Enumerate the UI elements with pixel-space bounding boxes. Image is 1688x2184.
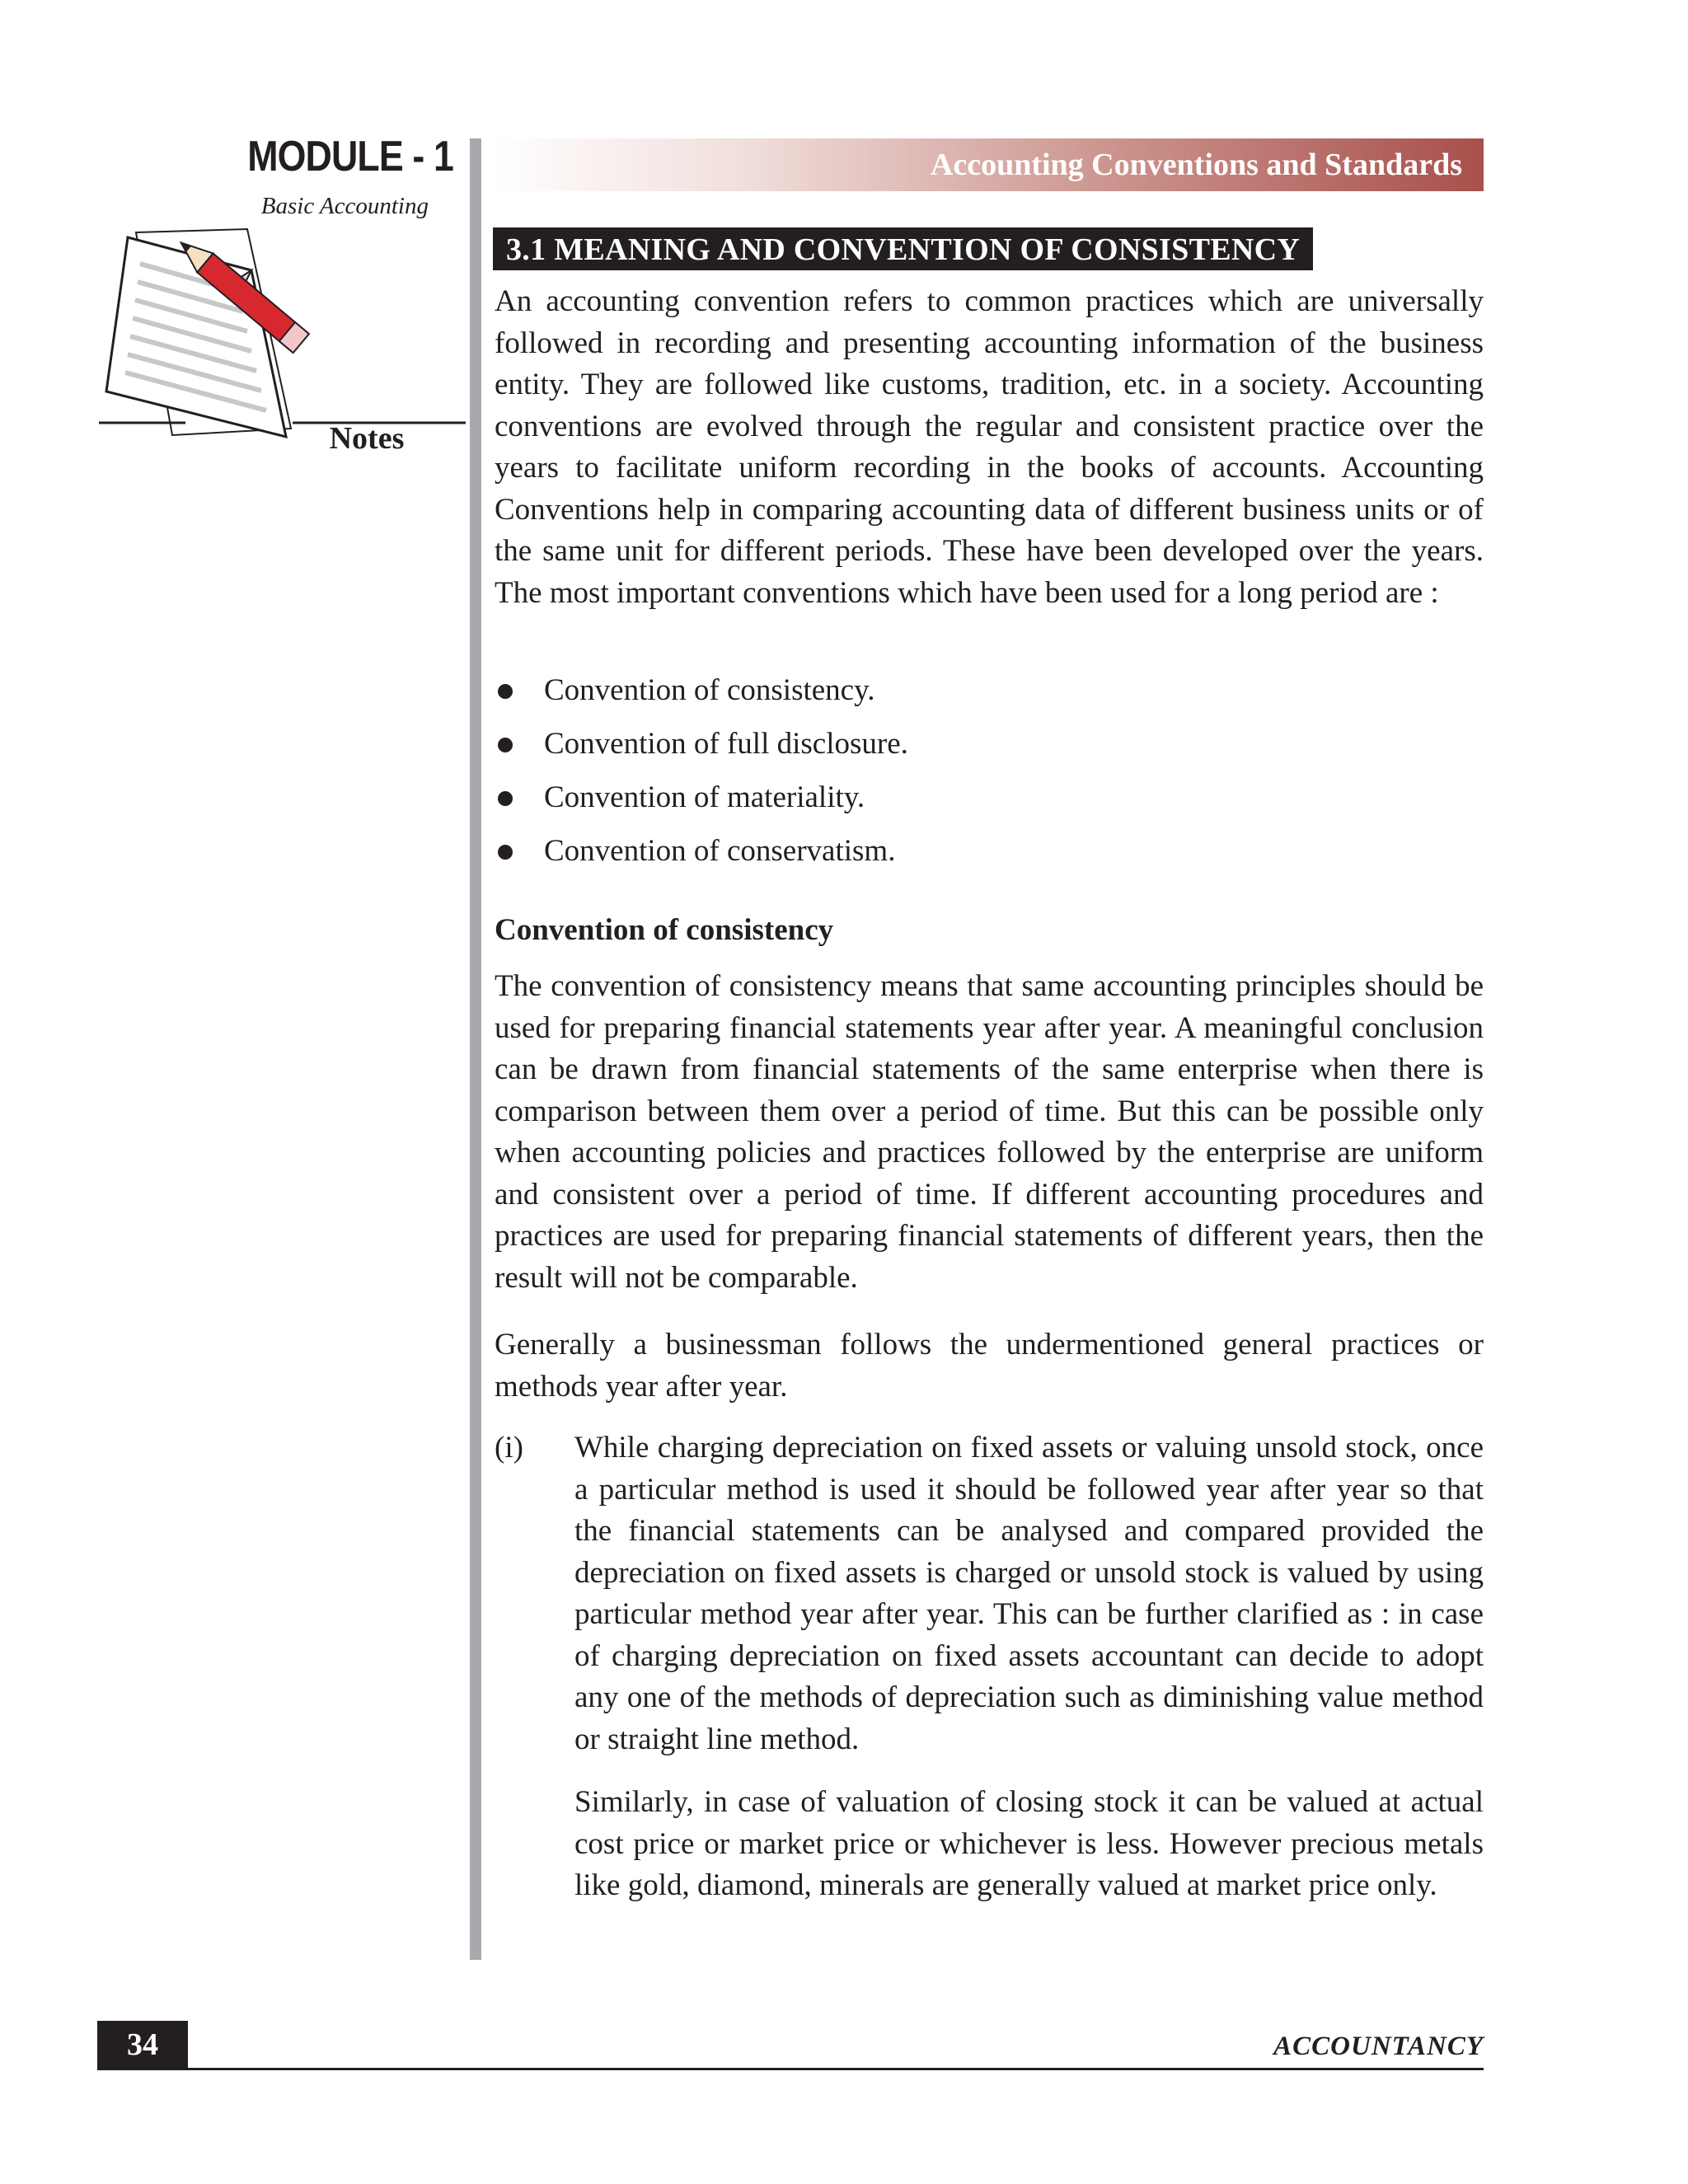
module-title: MODULE - 1 bbox=[247, 133, 453, 180]
footer-divider bbox=[97, 2068, 1484, 2070]
intro-paragraph: An accounting convention refers to common practices which are universally followed in recording and presenting accounting information of the business entity. They are followed like customs, tradition, etc. in a society. Accounting conventions are evolved through the regular and consistent practice over the years to facilitate uniform recording in the books of accounts. Accounting Conventions help in comparing accounting data of different business units or of the same unit for different periods. These have been developed over the years. The most important conventions which have been used for a long period are : bbox=[495, 284, 1484, 610]
conventions-list bbox=[495, 663, 1484, 878]
bullet-icon bbox=[498, 738, 513, 752]
item-text: While charging depreciation on fixed assets or valuing unsold stock, once a particular method is used it should be followed year after year so that the financial statements can be analysed and compared provided the depreciation on fixed assets is charged or unsold stock is valued by using particular method year after year. This can be further clarified as : in case of charging depreciation on fixed assets accountant can decide to adopt any one of the methods of depreciation such as diminishing value method or straight line method. bbox=[574, 1431, 1484, 1756]
list-item: Convention of materiality. bbox=[495, 771, 1484, 824]
margin-divider bbox=[470, 138, 481, 1960]
module-subtitle: Basic Accounting bbox=[260, 193, 429, 219]
bullet-icon bbox=[498, 684, 513, 699]
chapter-title: Accounting Conventions and Standards bbox=[930, 148, 1462, 182]
list-item: Convention of conservatism. bbox=[495, 824, 1484, 878]
consistency-paragraph: The convention of consistency means that same accounting principles should be used for preparing financial statements year after year. A meaningful conclusion can be drawn from financial statements of the same enterprise when there is comparison between them over a period of time. But this can be possible only when accounting policies and practices followed by the enterprise are uniform and consistent over a period of time. If different accounting procedures and practices are used for preparing financial statements of different years, then the result will not be comparable. bbox=[495, 969, 1484, 1295]
subheading-consistency: Convention of consistency bbox=[495, 913, 834, 947]
section-heading: 3.1 MEANING AND CONVENTION OF CONSISTENCY bbox=[493, 227, 1313, 270]
notes-label: Notes bbox=[329, 421, 405, 456]
bullet-icon bbox=[498, 791, 513, 806]
practices-paragraph: Generally a businessman follows the undermentioned general practices or methods year after year. bbox=[495, 1328, 1484, 1404]
item-number: (i) bbox=[495, 1431, 523, 1465]
footer-book-title: ACCOUNTANCY bbox=[1273, 2032, 1484, 2061]
page-number: 34 bbox=[97, 2021, 188, 2069]
chapter-header-banner bbox=[491, 138, 1484, 191]
item-continuation: Similarly, in case of valuation of closing stock it can be valued at actual cost price or market price or whichever is less. However precious metals like gold, diamond, minerals are generally valued at market price only. bbox=[574, 1785, 1484, 1902]
bullet-icon bbox=[498, 845, 513, 860]
list-item: Convention of consistency. bbox=[495, 663, 1484, 717]
list-item: Convention of full disclosure. bbox=[495, 717, 1484, 771]
